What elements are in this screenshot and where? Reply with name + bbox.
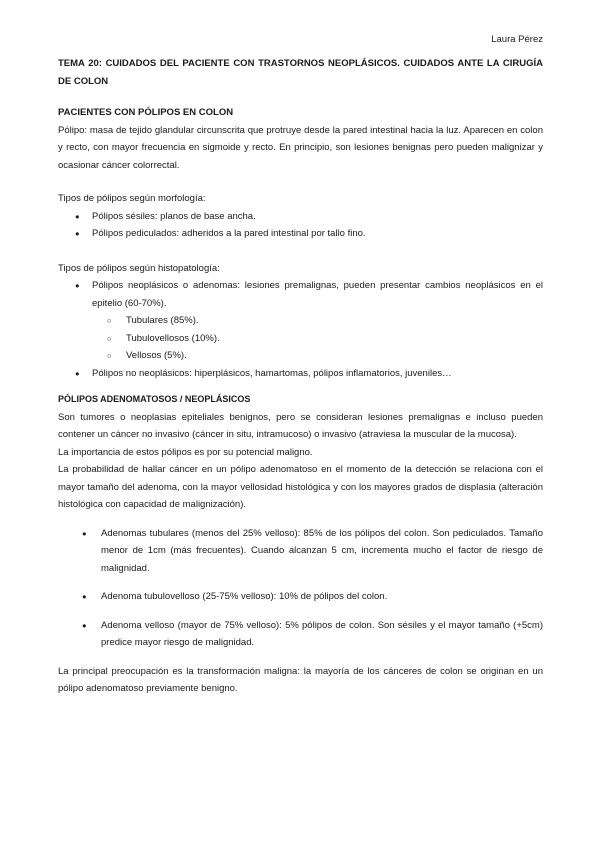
- list-item: ● Adenoma velloso (mayor de 75% velloso): 5% pólipos de colon. Son sésiles y el mayor tamaño (+5cm) predice mayor riesgo de malignidad.: [58, 617, 543, 652]
- sublist-item: ○ Vellosos (5%).: [92, 347, 543, 365]
- adenoma-list: [58, 525, 543, 652]
- morphology-intro: Tipos de pólipos según morfología:: [58, 193, 206, 204]
- list-item: ● Adenoma tubulovelloso (25-75% velloso): 10% de pólipos del colon.: [58, 588, 543, 606]
- list-item: ● Pólipos pediculados: adheridos a la pared intestinal por tallo fino.: [58, 225, 543, 243]
- author-name: Laura Pérez: [491, 34, 543, 45]
- list-item: ● Pólipos no neoplásicos: hiperplásicos, hamartomas, pólipos inflamatorios, juveniles…: [58, 365, 543, 383]
- list-item: ● Adenomas tubulares (menos del 25% velloso): 85% de los pólipos del colon. Son pediculados. Tamaño menor de 1cm (más frecuentes). Cuando alcanzan 5 cm, incrementa mucho el factor de riesgo de malignidad.: [58, 525, 543, 578]
- paragraph: Son tumores o neoplasias epiteliales benignos, pero se consideran lesiones premalignas e incluso pueden contener un cáncer no invasivo (cáncer in situ, intramucoso) o invasivo (atraviesa la muscular de la mucosa).: [58, 411, 543, 440]
- list-item: [58, 277, 543, 365]
- conclusion-paragraph: La principal preocupación es la transformación maligna: la mayoría de los cánceres de colon se originan en un pólipo adenomatoso previamente benigno.: [58, 665, 543, 694]
- morphology-list: [58, 208, 543, 243]
- sublist-item: ○ Tubulares (85%).: [92, 312, 543, 330]
- paragraph: La probabilidad de hallar cáncer en un pólipo adenomatoso en el momento de la detección se relaciona con el mayor tamaño del adenoma, con la mayor vellosidad histológica y con los mayores grados de displasia (alteración histológica con capacidad de malignización).: [58, 464, 543, 510]
- list-item: ● Pólipos sésiles: planos de base ancha.: [58, 208, 543, 226]
- list-item-text: Pólipos neoplásicos o adenomas: lesiones premalignas, pueden presentar cambios neoplásicos en el epitelio (60-70%).: [92, 280, 543, 309]
- section-heading-polyps: PACIENTES CON PÓLIPOS EN COLON: [58, 107, 234, 118]
- histopathology-list: [58, 277, 543, 382]
- histopathology-intro: Tipos de pólipos según histopatología:: [58, 262, 220, 274]
- polyp-definition: Pólipo: masa de tejido glandular circunscrita que protruye desde la pared intestinal hacia la luz. Aparecen en colon y recto, con mayor frecuencia en sigmoide y recto. En principio, son lesiones benignas pero pueden malignizar y ocasionar cáncer colorrectal.: [58, 124, 543, 171]
- sublist: [92, 312, 543, 365]
- sublist-item: ○ Tubulovellosos (10%).: [92, 330, 543, 348]
- section-heading-adenomatous: PÓLIPOS ADENOMATOSOS / NEOPLÁSICOS: [58, 394, 251, 404]
- paragraph: La importancia de estos pólipos es por su potencial maligno.: [58, 446, 313, 458]
- document-body: [58, 55, 543, 698]
- page-title: TEMA 20: CUIDADOS DEL PACIENTE CON TRASTORNOS NEOPLÁSICOS. CUIDADOS ANTE LA CIRUGÍA DE COLON: [58, 58, 543, 87]
